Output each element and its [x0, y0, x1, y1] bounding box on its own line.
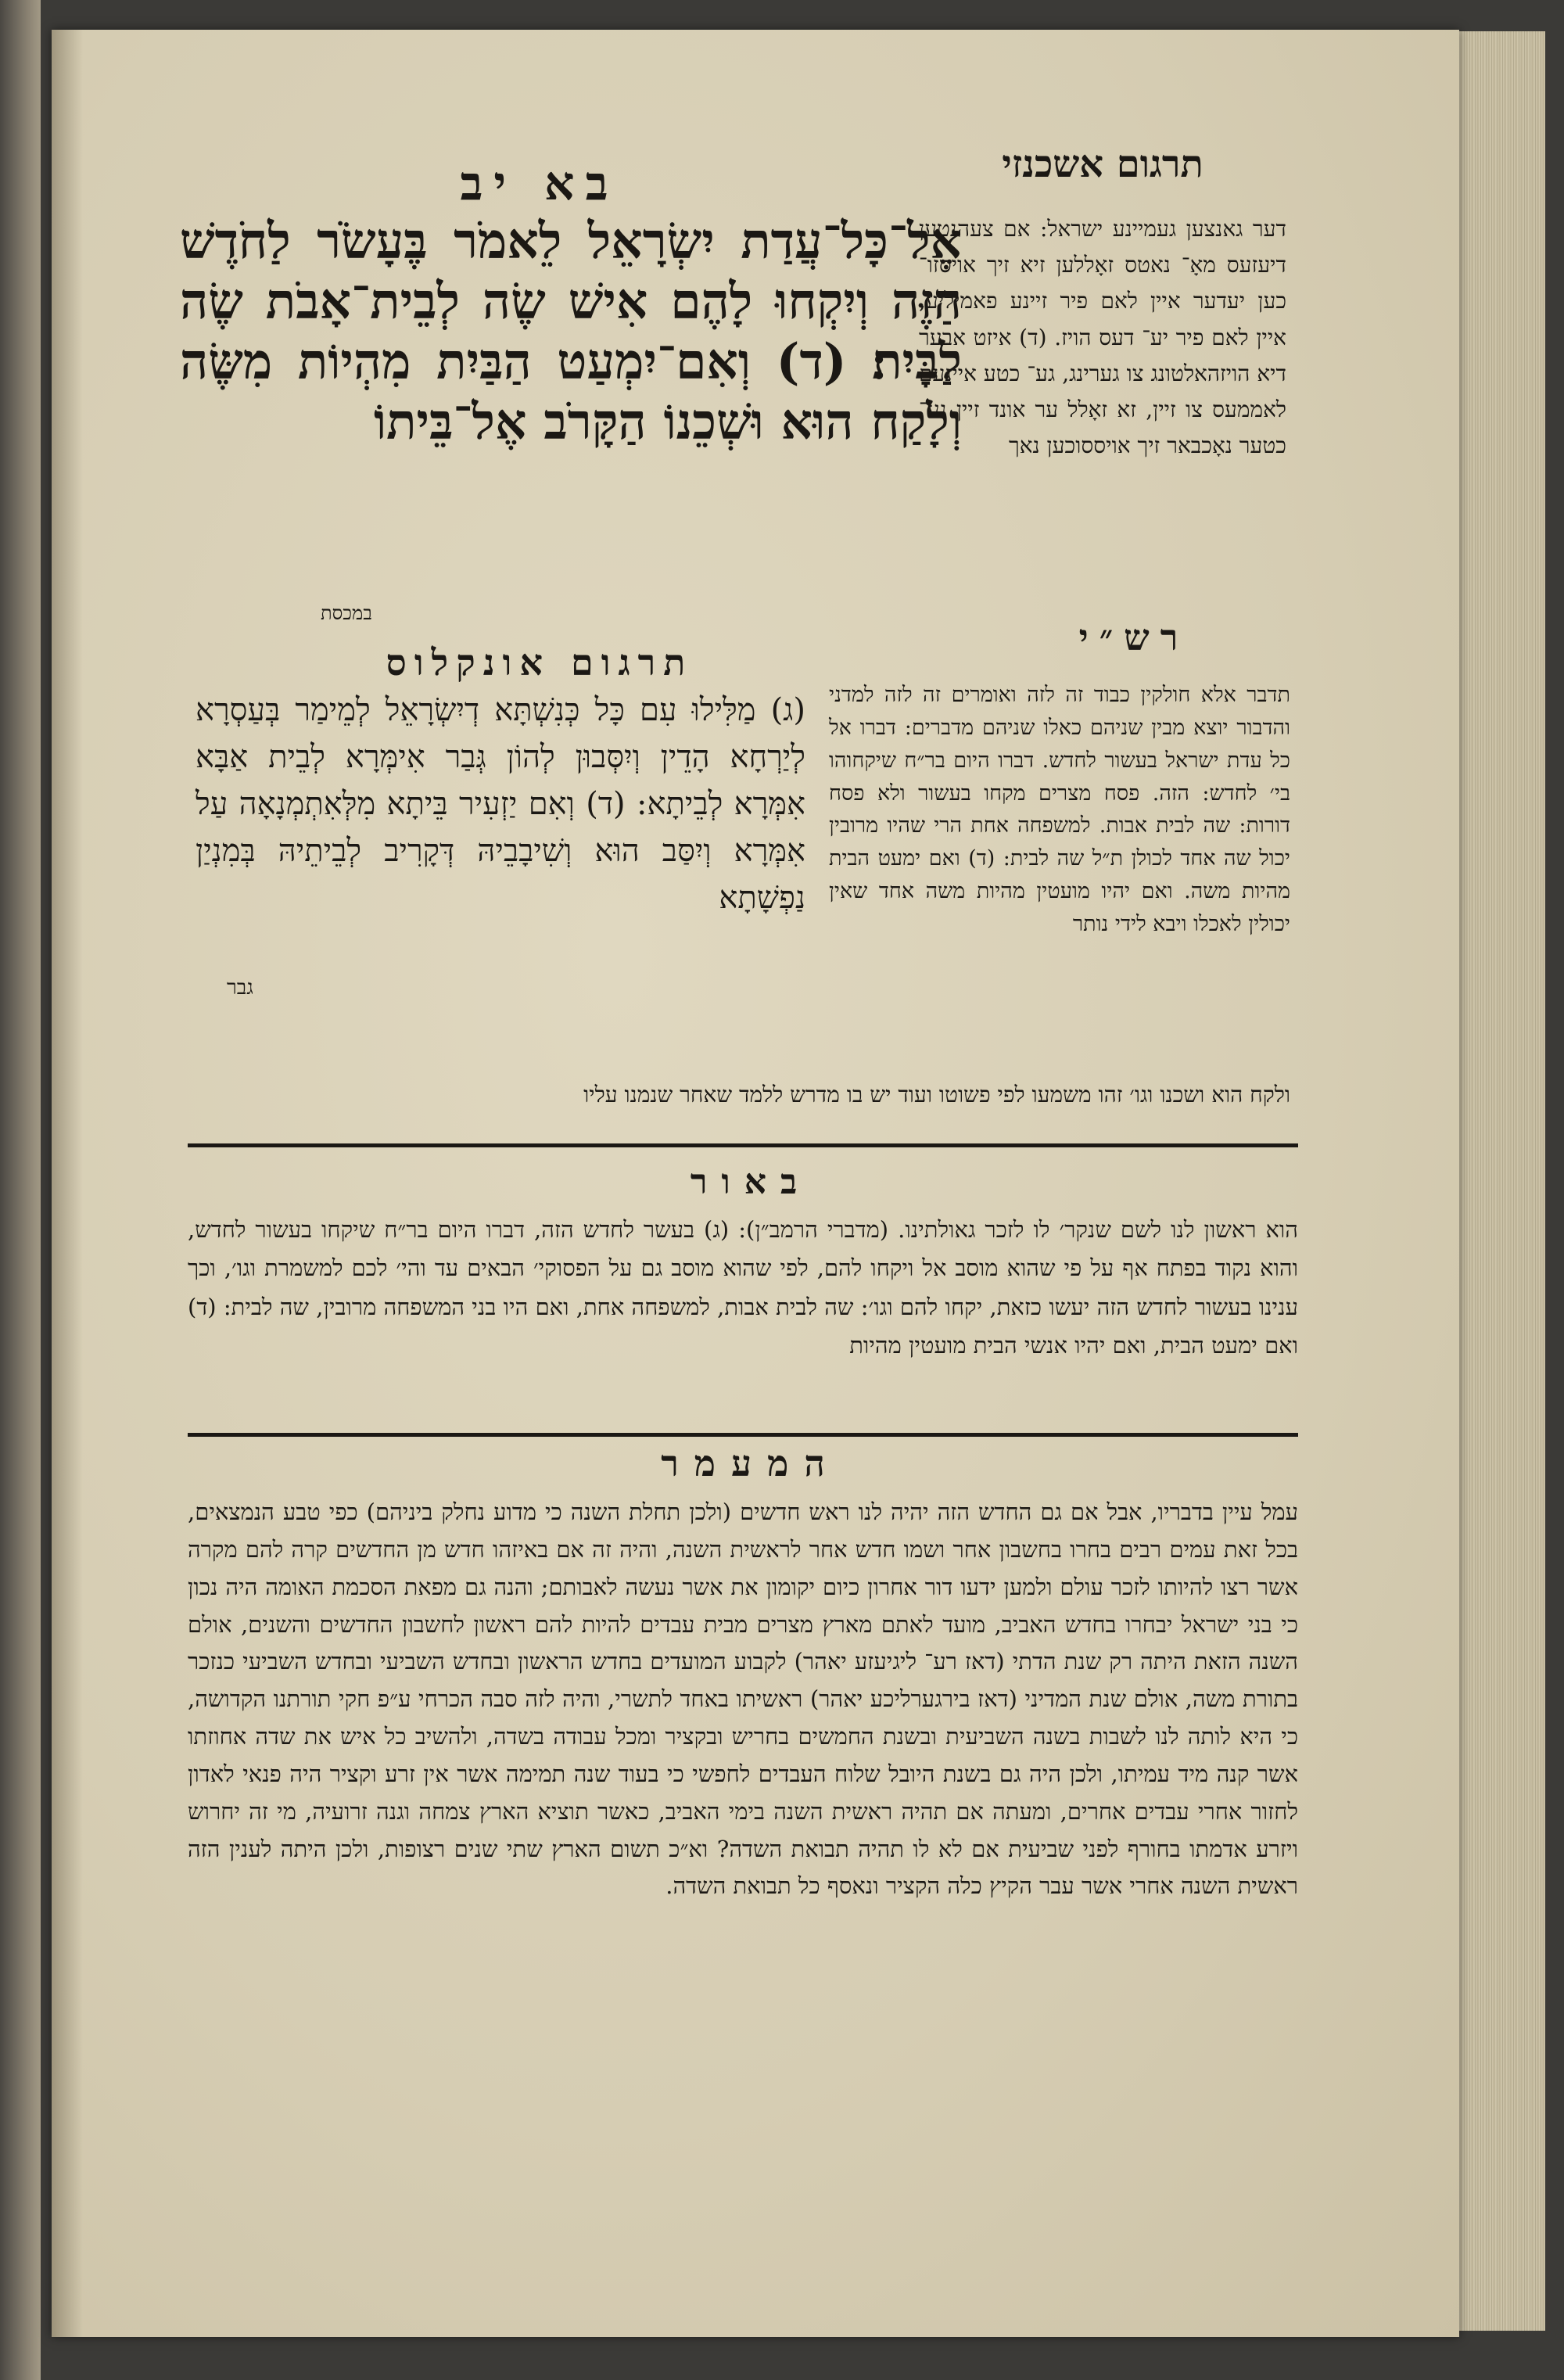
catchword-onkelos: גבר — [227, 976, 253, 1000]
section-divider — [188, 1143, 1298, 1147]
translation-header: תרגום אשכנזי — [1002, 142, 1203, 186]
hameasef-text: עמל עיין בדבריו, אבל אם גם החדש הזה יהיה לנו ראש חדשים (ולכן תחלת השנה כי מדוע נחלק ביניהם) כפי טבע הנמצאים, בכל זאת עמים רבים בחרו בחשבון אחר ושמו חדש אחר לראשית השנה, והיה זה אם באיזהו חדש מן החדשים קרה להם מקרה אשר רצו להיותו לזכר עולם ולמען ידעו דור אחרון כיום יקומון את אשר נעשה לאבותם; והנה גם מפאת הסכמת האומה היה נכון כי בני ישראל יבחרו בחדש האביב, מועד לאתם מארץ מצרים מבית עבדים להיות להם ראשון לחשבון החדשים והשנים, אולם השנה הזאת היתה רק שנת הדתי (דאז רע־ ליגיעזע יאהר) לקבוע המועדים בחדש הראשון ובחדש השביעי ובחדש השביעי כנזכר בתורת משה, אולם שנת המדיני (דאז בירגערליכע יאהר) ראשיתו באחד לתשרי, והיה לזה סבה הכרחי ע״פ חקי תורתנו הקדושה, כי היא לותה לנו לשבות בשנה השביעית ובשנת החמשים בחריש ובקציר ומכל עבודה בשדה, ולהשיב כל איש את שדה אחוזתו אשר קנה מיד עמיתו, ולכן היה גם בשנת היובל שלוח העבדים לחפשי כי בעוד שנה תמימה אשר אין זרע וקציר היה פנאי לאדון לחזור אחרי עבדים אחרים, ומעתה אם תהיה ראשית השנה בימי האביב, כאשר תוציא הארץ צמחה וגנה זרועיה, מי זה יחרוש ויזרע אדמתו בחורף לפני שביעית אם לא לו תהיה תבואת השדה? וא״כ תשום הארץ שתי שנים רצופות, ולכן היתה לענין הזה ראשית השנה אחרי אשר עבר הקיץ כלה הקציר ונאסף כל תבואת השדה. — [188, 1499, 1298, 1900]
biur-heading: באור — [690, 1162, 812, 1202]
gutter-shadow — [52, 30, 83, 2337]
facing-page-edge — [0, 0, 41, 2380]
hameasef-heading: המעמר — [661, 1442, 841, 1484]
rashi-text: תדבר אלא חולקין כבוד זה לזה ואומרים זה לזה למדני והדבור יוצא מבין שניהם כאלו שניהם מדברים: דברו אל כל עדת ישראל בעשור לחדש. דברו היום בר״ח שיקחוהו בי׳ לחדש: הזה. פסח מצרים מקחו בעשור ולא פסח דורות: שה לבית אבות. למשפחה אחת הרי שהיו מרובין יכול שה אחד לכולן ת״ל שה לבית: (ד) ואם ימעט הבית מהיות משה. ואם יהיו מועטין מהיות משה אחד שאין יכולין לאכלו ויבא לידי נותר — [829, 683, 1290, 936]
german-translation-column: דער גאנצען געמיינע ישראל: אם צעהנטען דיעזעס מאָ־ נאטס זאָללען זיא זיך אויסזו־ כען יעדער איין לאם פיר זיינע פאמיליע, איין לאם פיר יע־ דעס הויז. (ד) איזט אבער דיא הויזהאלטונג צו גערינג, גע־ כטע איינעם לאממעס צו זיין, זא זאָלל ער אונד זיין נע־ כטער נאָכבאר זיך אויססוכען נאך — [919, 216, 1286, 459]
book-page-edges — [1459, 31, 1545, 2331]
hebrew-verse-text: אֶל־כָּל־עֲדַת יִשְׂרָאֵל לֵאמֹר בֶּעָשֹׂר לַחֹדֶשׁ הַזֶּה וְיִקְחוּ לָהֶם אִישׁ שֶׂה לְבֵית־אָבֹת שֶׂה לַבָּיִת׃ (ד) וְאִם־יִמְעַט הַבַּיִת מִהְיוֹת מִשֶּׂה וְלָקַח הוּא וּשְׁכֵנוֹ הַקָּרֹב אֶל־בֵּיתוֹ — [180, 212, 962, 451]
section-divider — [188, 1433, 1298, 1437]
onkelos-text: (ג) מַלִּילוּ עִם כָּל כְּנִשְׁתָּא דְיִשְׂרָאֵל לְמֵימַר בְּעַסְרָא לְיַרְחָא הָדֵין וְיִסְּבוּן לְהוֹן גְּבַר אִימְּרָא לְבֵית אַבָּא אִמְּרָא לְבֵיתָא: (ד) וְאִם יַזְעִיר בֵּיתָא מִלְּאִתְמְנָאָה עַל אִמְּרָא וְיִסַּב הוּא וְשִׁיבָבֵיהּ דְּקָרִיב לְבֵיתֵיהּ בְּמִנְיַן נַפְשָׁתָא — [196, 692, 805, 916]
biur-text: הוא ראשון לנו לשם שנקר׳ לו לזכר גאולתינו. (מדברי הרמב״ן): (ג) בעשר לחדש הזה, דברו היום בר״ח שיקחו בעשור לחדש, והוא נקוד בפתח אף על פי שהוא מוסב אל ויקחו להם, לפי שהוא מוסב גם על הפסוקי׳ הבאים עד והי׳ לכם למשמרת וגו׳, וכך ענינו בעשור לחדש הזה יעשו כזאת, יקחו להם וגו׳: שה לבית אבות, למשפחה אחת, ואם היו בני המשפחה מרובין, שה לבית: (ד) ואם ימעט הבית, ואם יהיו אנשי הבית מועטין מהיות — [188, 1216, 1298, 1359]
rashi-heading: רש״י — [1078, 616, 1189, 659]
chapter-header: בא יב — [460, 156, 619, 211]
onkelos-heading: תרגום אונקלוס — [386, 641, 694, 684]
catchword-hebrew: במכסת — [321, 602, 372, 624]
rashi-text-continuation: ולקח הוא ושכנו וגו׳ זהו משמעו לפי פשוטו ועוד יש בו מדרש ללמד שאחר שנמנו עליו — [583, 1082, 1290, 1107]
